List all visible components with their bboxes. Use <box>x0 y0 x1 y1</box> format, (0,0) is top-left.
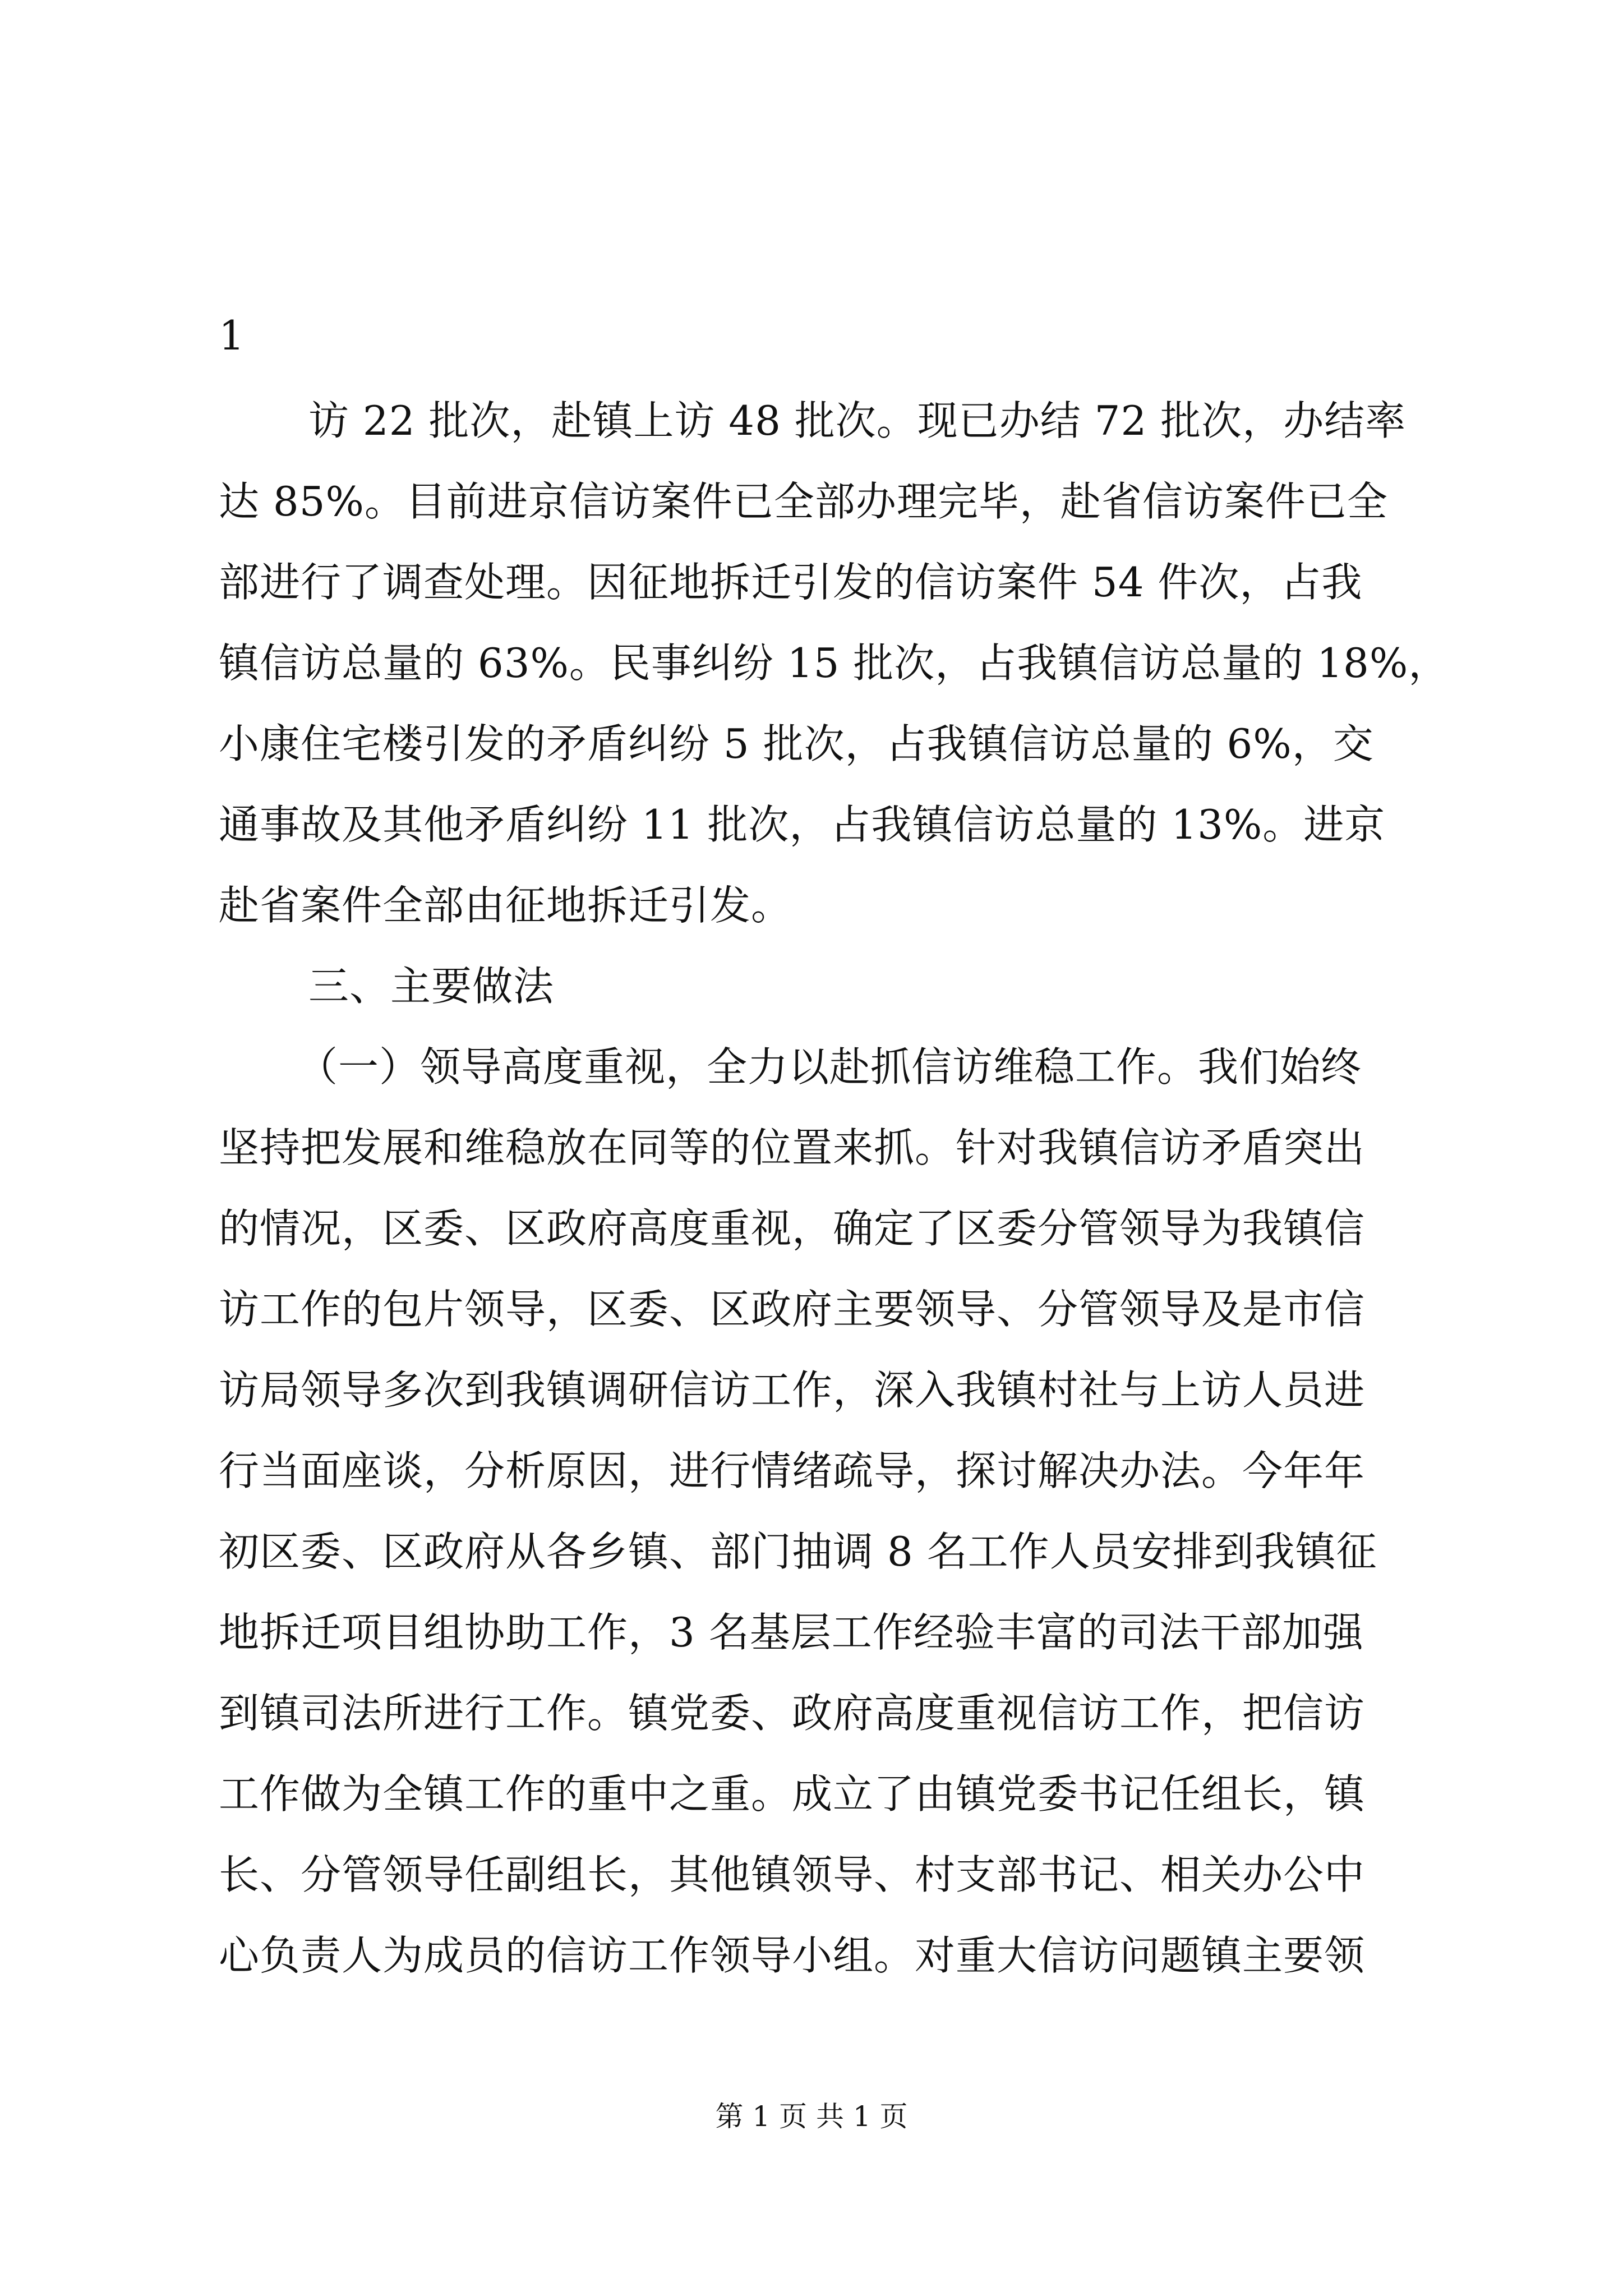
page-footer: 第 1 页 共 1 页 <box>715 2100 908 2133</box>
text-line-17: 到镇司法所进行工作。镇党委、政府高度重视信访工作，把信访 <box>219 1690 1366 1737</box>
section-heading: 三、主要做法 <box>308 963 555 1010</box>
page-marker: 1 <box>219 312 245 359</box>
text-line-18: 工作做为全镇工作的重中之重。成立了由镇党委书记任组长，镇 <box>219 1770 1366 1818</box>
text-line-14: 行当面座谈，分析原因，进行情绪疏导，探讨解决办法。今年年 <box>219 1447 1366 1494</box>
text-line-6: 通事故及其他矛盾纠纷 11 批次，占我镇信访总量的 13%。进京 <box>219 801 1386 848</box>
text-line-20: 心负责人为成员的信访工作领导小组。对重大信访问题镇主要领 <box>219 1932 1366 1979</box>
text-line-3: 部进行了调查处理。因征地拆迁引发的信访案件 54 件次，占我 <box>219 559 1363 606</box>
text-line-1: 访 22 批次，赴镇上访 48 批次。现已办结 72 批次，办结率 <box>308 397 1407 444</box>
text-line-19: 长、分管领导任副组长，其他镇领导、村支部书记、相关办公中 <box>219 1851 1366 1898</box>
text-line-7: 赴省案件全部由征地拆迁引发。 <box>219 882 792 929</box>
text-line-16: 地拆迁项目组协助工作，3 名基层工作经验丰富的司法干部加强 <box>219 1609 1364 1656</box>
text-line-10: 坚持把发展和维稳放在同等的位置来抓。针对我镇信访矛盾突出 <box>219 1124 1366 1171</box>
text-line-4: 镇信访总量的 63%。民事纠纷 15 批次，占我镇信访总量的 18%， <box>219 639 1450 687</box>
text-line-15: 初区委、区政府从各乡镇、部门抽调 8 名工作人员安排到我镇征 <box>219 1528 1377 1575</box>
text-line-13: 访局领导多次到我镇调研信访工作，深入我镇村社与上访人员进 <box>219 1366 1366 1414</box>
text-line-9: （一）领导高度重视，全力以赴抓信访维稳工作。我们始终 <box>297 1043 1362 1091</box>
text-line-2: 达 85%。目前进京信访案件已全部办理完毕，赴省信访案件已全 <box>219 478 1388 525</box>
text-line-12: 访工作的包片领导，区委、区政府主要领导、分管领导及是市信 <box>219 1286 1366 1333</box>
text-line-5: 小康住宅楼引发的矛盾纠纷 5 批次，占我镇信访总量的 6%，交 <box>219 720 1374 767</box>
text-line-11: 的情况，区委、区政府高度重视，确定了区委分管领导为我镇信 <box>219 1205 1366 1252</box>
